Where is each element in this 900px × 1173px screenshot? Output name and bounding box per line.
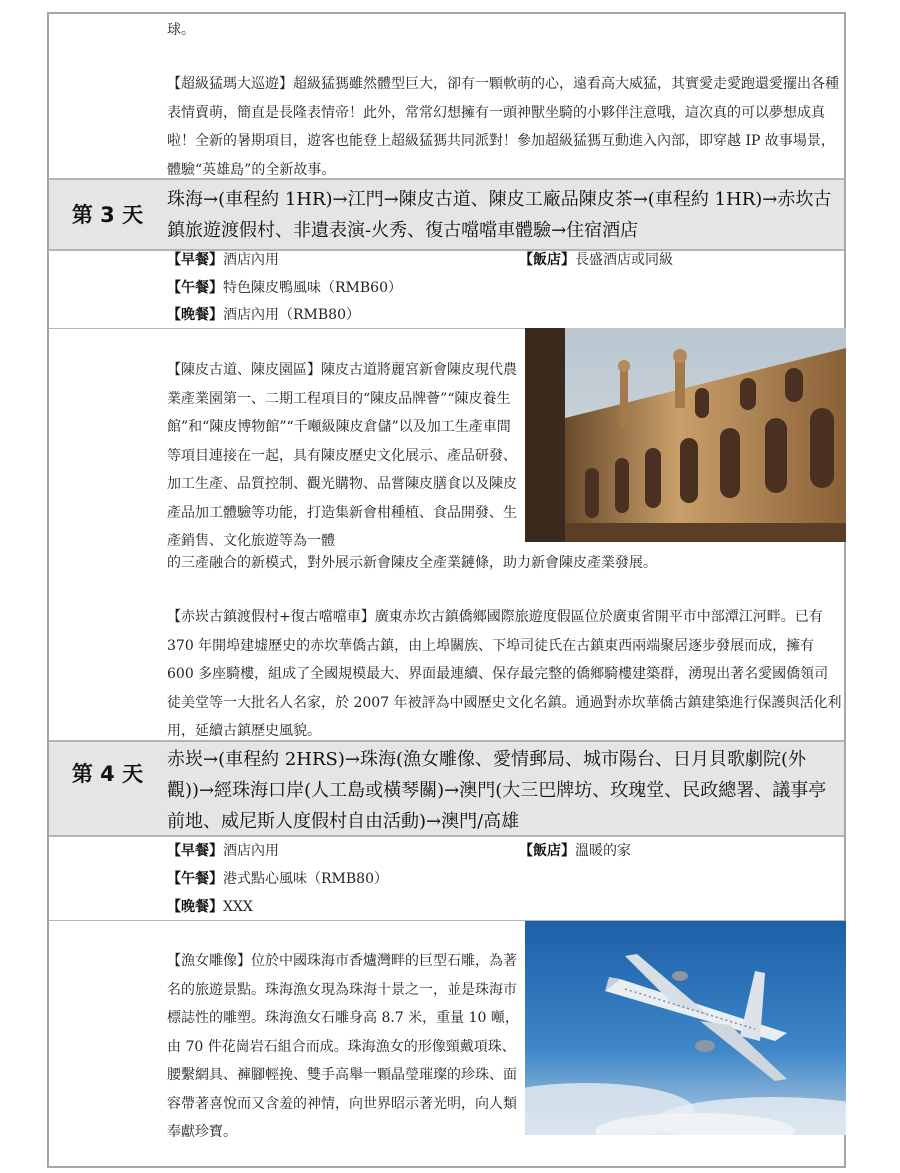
mammoth-paragraph: 【超級猛瑪大巡遊】超級猛獁雖然體型巨大，卻有一顆軟萌的心，遠看高大威猛，其實愛走愛跑還愛擺出各種表情賣萌，簡直是長隆表情帝！此外，常常幻想擁有一頭神獸坐騎的小夥伴注意哦，這次真的可以夢想成真啦！全新的暑期項目，遊客也能登上超級猛獁共同派對！參加超級猛獁互動進入內部，即穿越 IP 故事場景，體驗“英雄島”的全新故事。 [167,76,839,178]
day4-lunch: 【午餐】港式點心風味（RMB80） [167,871,388,887]
day4-label: 第 4 天 [71,762,144,786]
historic-building-photo [525,328,846,542]
chenpi-paragraph-continued: 的三產融合的新模式，對外展示新會陳皮全產業鏈條，助力新會陳皮產業發展。 [167,555,657,571]
day3-dinner: 【晚餐】酒店內用（RMB80） [167,307,360,323]
day3-header [49,178,844,251]
airplane-photo [525,921,846,1135]
itinerary-frame [47,12,846,1168]
day3-breakfast: 【早餐】酒店內用 [167,252,279,268]
fisher-girl-paragraph: 【漁女雕像】位於中國珠海市香爐灣畔的巨型石雕，為著名的旅遊景點。珠海漁女現為珠海十景之一，並是珠海市標誌性的雕塑。珠海漁女石雕身高 8.7 米，重量 10 噸，由 70 件花崗岩石組合而成。珠海漁女的形像頸戴項珠、腰繫網具、褲腳輕挽、雙手高舉一顆晶瑩璀璨的珍珠、面容帶著喜悅而又含羞的神情，向世界昭示著光明，向人類奉獻珍寶。 [167,953,519,1140]
day4-dinner: 【晚餐】XXX [167,899,253,915]
day4-header [49,740,844,837]
day3-hotel: 【飯店】長盛酒店或同級 [519,252,673,268]
day3-route: 珠海→(車程約 1HR)→江門→陳皮古道、陳皮工廠品陳皮茶→(車程約 1HR)→赤坎古鎮旅遊渡假村、非遺表演-火秀、復古噹噹車體驗→住宿酒店 [167,189,832,241]
chikan-paragraph: 【赤崁古鎮渡假村+復古噹噹車】廣東赤坎古鎮僑鄉國際旅遊度假區位於廣東省開平市中部潭江河畔。已有 370 年開埠建墟歷史的赤坎華僑古鎮，由上埠關族、下埠司徒氏在古鎮東西兩端聚居逐步發展而成，擁有 600 多座騎樓，組成了全國規模最大、界面最連續、保存最完整的僑鄉騎樓建築群，湧現出著名愛國僑領司徒美堂等一大批名人名家，於 2007 年被評為中國歷史文化名鎮。通過對赤坎華僑古鎮建築進行保護與活化利用，延續古鎮歷史風貌。 [167,609,842,739]
day4-route: 赤崁→(車程約 2HRS)→珠海(漁女雕像、愛情郵局、城市陽台、日月貝歌劇院(外觀))→經珠海口岸(人工島或橫琴關)→澳門(大三巴牌坊、玫瑰堂、民政總署、議事亭前地、威尼斯人度假村自由活動)→澳門/高雄 [167,749,827,832]
chenpi-paragraph: 【陳皮古道、陳皮園區】陳皮古道將麗宮新會陳皮現代農業產業園第一、二期工程項目的“陳皮品牌薈”“陳皮養生館”和“陳皮博物館”“千噸級陳皮倉儲”以及加工生產車間等項目連接在一起，具有陳皮歷史文化展示、產品研發、加工生產、品質控制、觀光購物、品嘗陳皮膳食以及陳皮產品加工體驗等功能，打造集新會柑種植、食品開發、生產銷售、文化旅遊等為一體 [167,362,517,549]
day4-hotel: 【飯店】溫暖的家 [519,843,631,859]
day4-breakfast: 【早餐】酒店內用 [167,843,279,859]
day3-label: 第 3 天 [71,203,144,227]
day3-lunch: 【午餐】特色陳皮鴨風味（RMB60） [167,280,402,296]
intro-line: 球。 [167,22,195,38]
